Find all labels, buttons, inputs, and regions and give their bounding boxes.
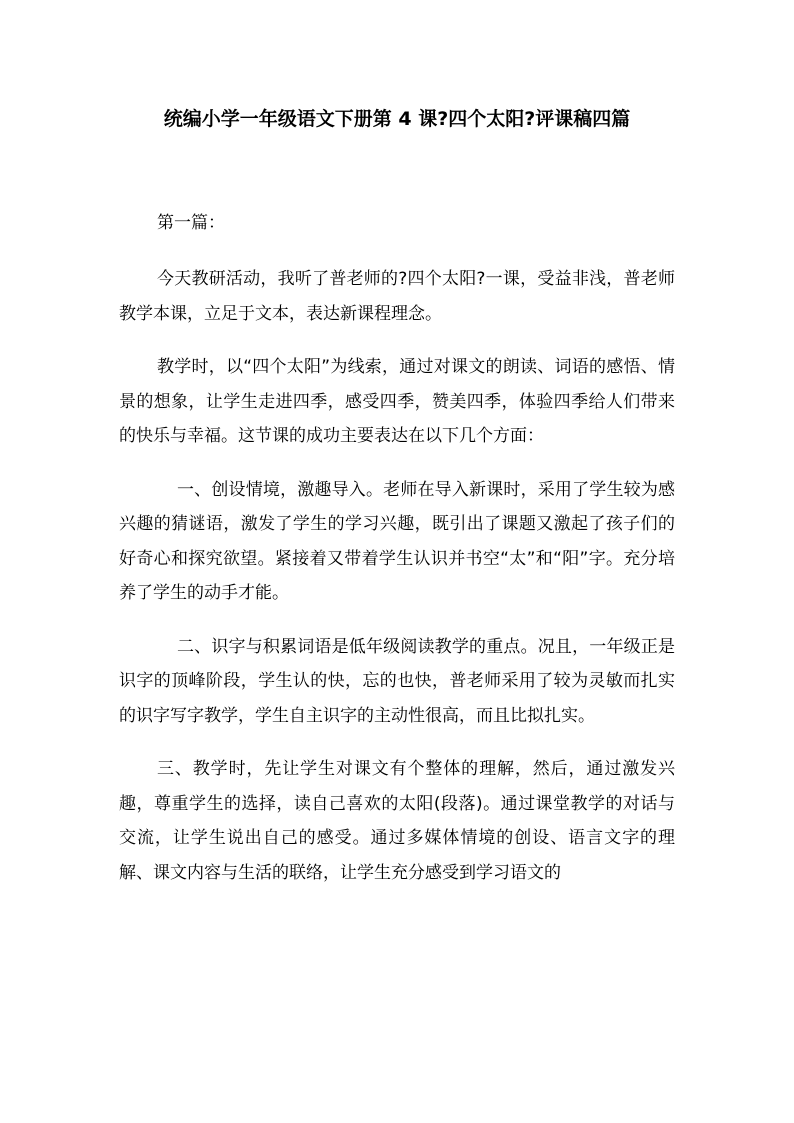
section-heading: 第一篇：: [157, 213, 225, 233]
document-title: 统编小学一年级语文下册第 4 课?四个太阳?评课稿四篇: [163, 108, 631, 130]
paragraph-3: 一、创设情境，激趣导入。老师在导入新课时，采用了学生较为感兴趣的猜谜语，激发了学生的学习兴趣，既引出了课题又激起了孩子们的好奇心和探究欲望。紧接着又带着学生认识并书空“太”和“阳”字。充分培养了学生的动手才能。: [119, 479, 675, 603]
paragraph-5: 三、教学时，先让学生对课文有个整体的理解，然后，通过激发兴趣，尊重学生的选择，读自己喜欢的太阳(段落)。通过课堂教学的对话与交流，让学生说出自己的感受。通过多媒体情境的创设、语言文字的理解、课文内容与生活的联络，让学生充分感受到学习语文的: [119, 759, 675, 883]
paragraph-2: 教学时，以“四个太阳”为线索，通过对课文的朗读、词语的感悟、情景的想象，让学生走进四季，感受四季，赞美四季，体验四季给人们带来的快乐与幸福。这节课的成功主要表达在以下几个方面：: [119, 357, 675, 446]
document-body: [119, 208, 675, 909]
paragraph-4: 二、识字与积累词语是低年级阅读教学的重点。况且，一年级正是识字的顶峰阶段，学生认的快，忘的也快，普老师采用了较为灵敏而扎实的识字写字教学，学生自主识字的主动性很高，而且比拟扎实。: [119, 636, 675, 726]
paragraph-1: 今天教研活动，我听了普老师的?四个太阳?一课，受益非浅，普老师教学本课，立足于文本，表达新课程理念。: [119, 269, 675, 324]
